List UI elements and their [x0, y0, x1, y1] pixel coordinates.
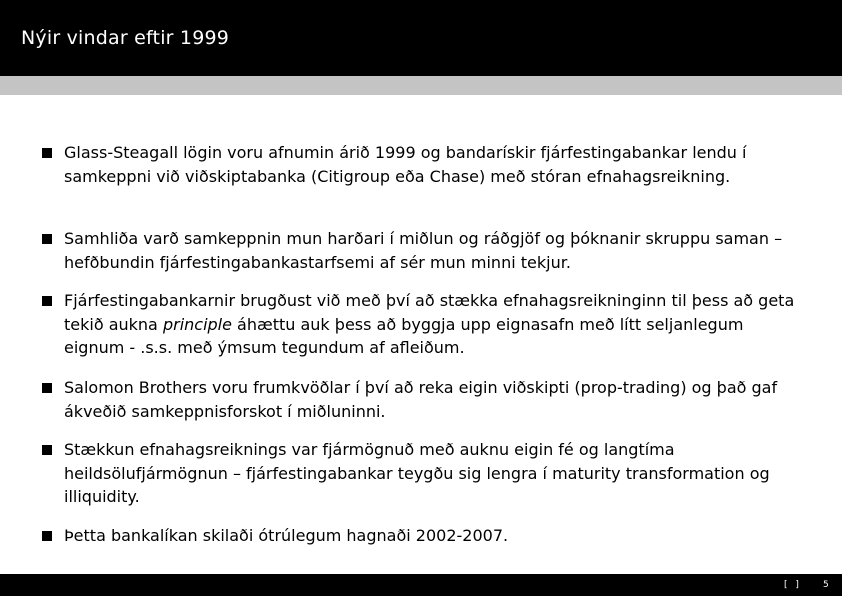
slide-title: Nýir vindar eftir 1999	[21, 27, 230, 49]
bullet-item	[42, 524, 802, 548]
page-number: 5	[823, 580, 829, 590]
square-bullet-icon	[42, 148, 52, 158]
square-bullet-icon	[42, 296, 52, 306]
bullet-text	[64, 376, 802, 423]
bullet-text	[64, 227, 802, 274]
bullet-text	[64, 289, 802, 360]
slide-navigation-control[interactable]: [ ]	[784, 580, 799, 590]
slide-footer	[0, 574, 842, 596]
bullet-text-part: Samhliða varð samkeppnin mun harðari í miðlun og ráðgjöf og þóknanir skruppu saman – hefðbundin fjárfestingabankastarfsemi af sér mun minni tekjur.	[64, 229, 783, 272]
bullet-text-part: Glass-Steagall lögin voru afnumin árið 1999 og bandarískir fjárfestingabankar lendu í samkeppni við viðskiptabanka (Citigroup eða Chase) með stóran efnahagsreikning.	[64, 143, 747, 186]
bullet-text-part: Þetta bankalíkan skilaði ótrúlegum hagnaði 2002-2007.	[64, 526, 509, 545]
bullet-text-part: Fjárfestingabankarnir brugðust við með því að stækka efnahagsreikninginn til þess að geta tekið aukna	[64, 291, 795, 334]
bullet-item	[42, 376, 802, 423]
bullet-text	[64, 141, 802, 188]
bullet-emphasis: principle	[162, 314, 232, 334]
square-bullet-icon	[42, 383, 52, 393]
bullet-text	[64, 438, 802, 509]
bullet-text-part: Stækkun efnahagsreiknings var fjármögnuð með auknu eigin fé og langtíma heildsölufjármögnun – fjárfestingabankar teygðu sig lengra í maturity transformation og illiquidity.	[64, 440, 770, 506]
bullet-text-part: áhættu auk þess að byggja upp eignasafn með lítt seljanlegum eignum - .s.s. með ýmsum tegundum af afleiðum.	[64, 314, 744, 357]
bullet-text-part: Salomon Brothers voru frumkvöðlar í því að reka eigin viðskipti (prop-trading) og það gaf ákveðið samkeppnisforskot í miðluninni.	[64, 378, 778, 421]
bullet-item	[42, 438, 802, 509]
square-bullet-icon	[42, 445, 52, 455]
bullet-text	[64, 524, 802, 548]
square-bullet-icon	[42, 234, 52, 244]
bullet-item	[42, 141, 802, 188]
bullet-item	[42, 289, 802, 360]
bullet-item	[42, 227, 802, 274]
square-bullet-icon	[42, 531, 52, 541]
